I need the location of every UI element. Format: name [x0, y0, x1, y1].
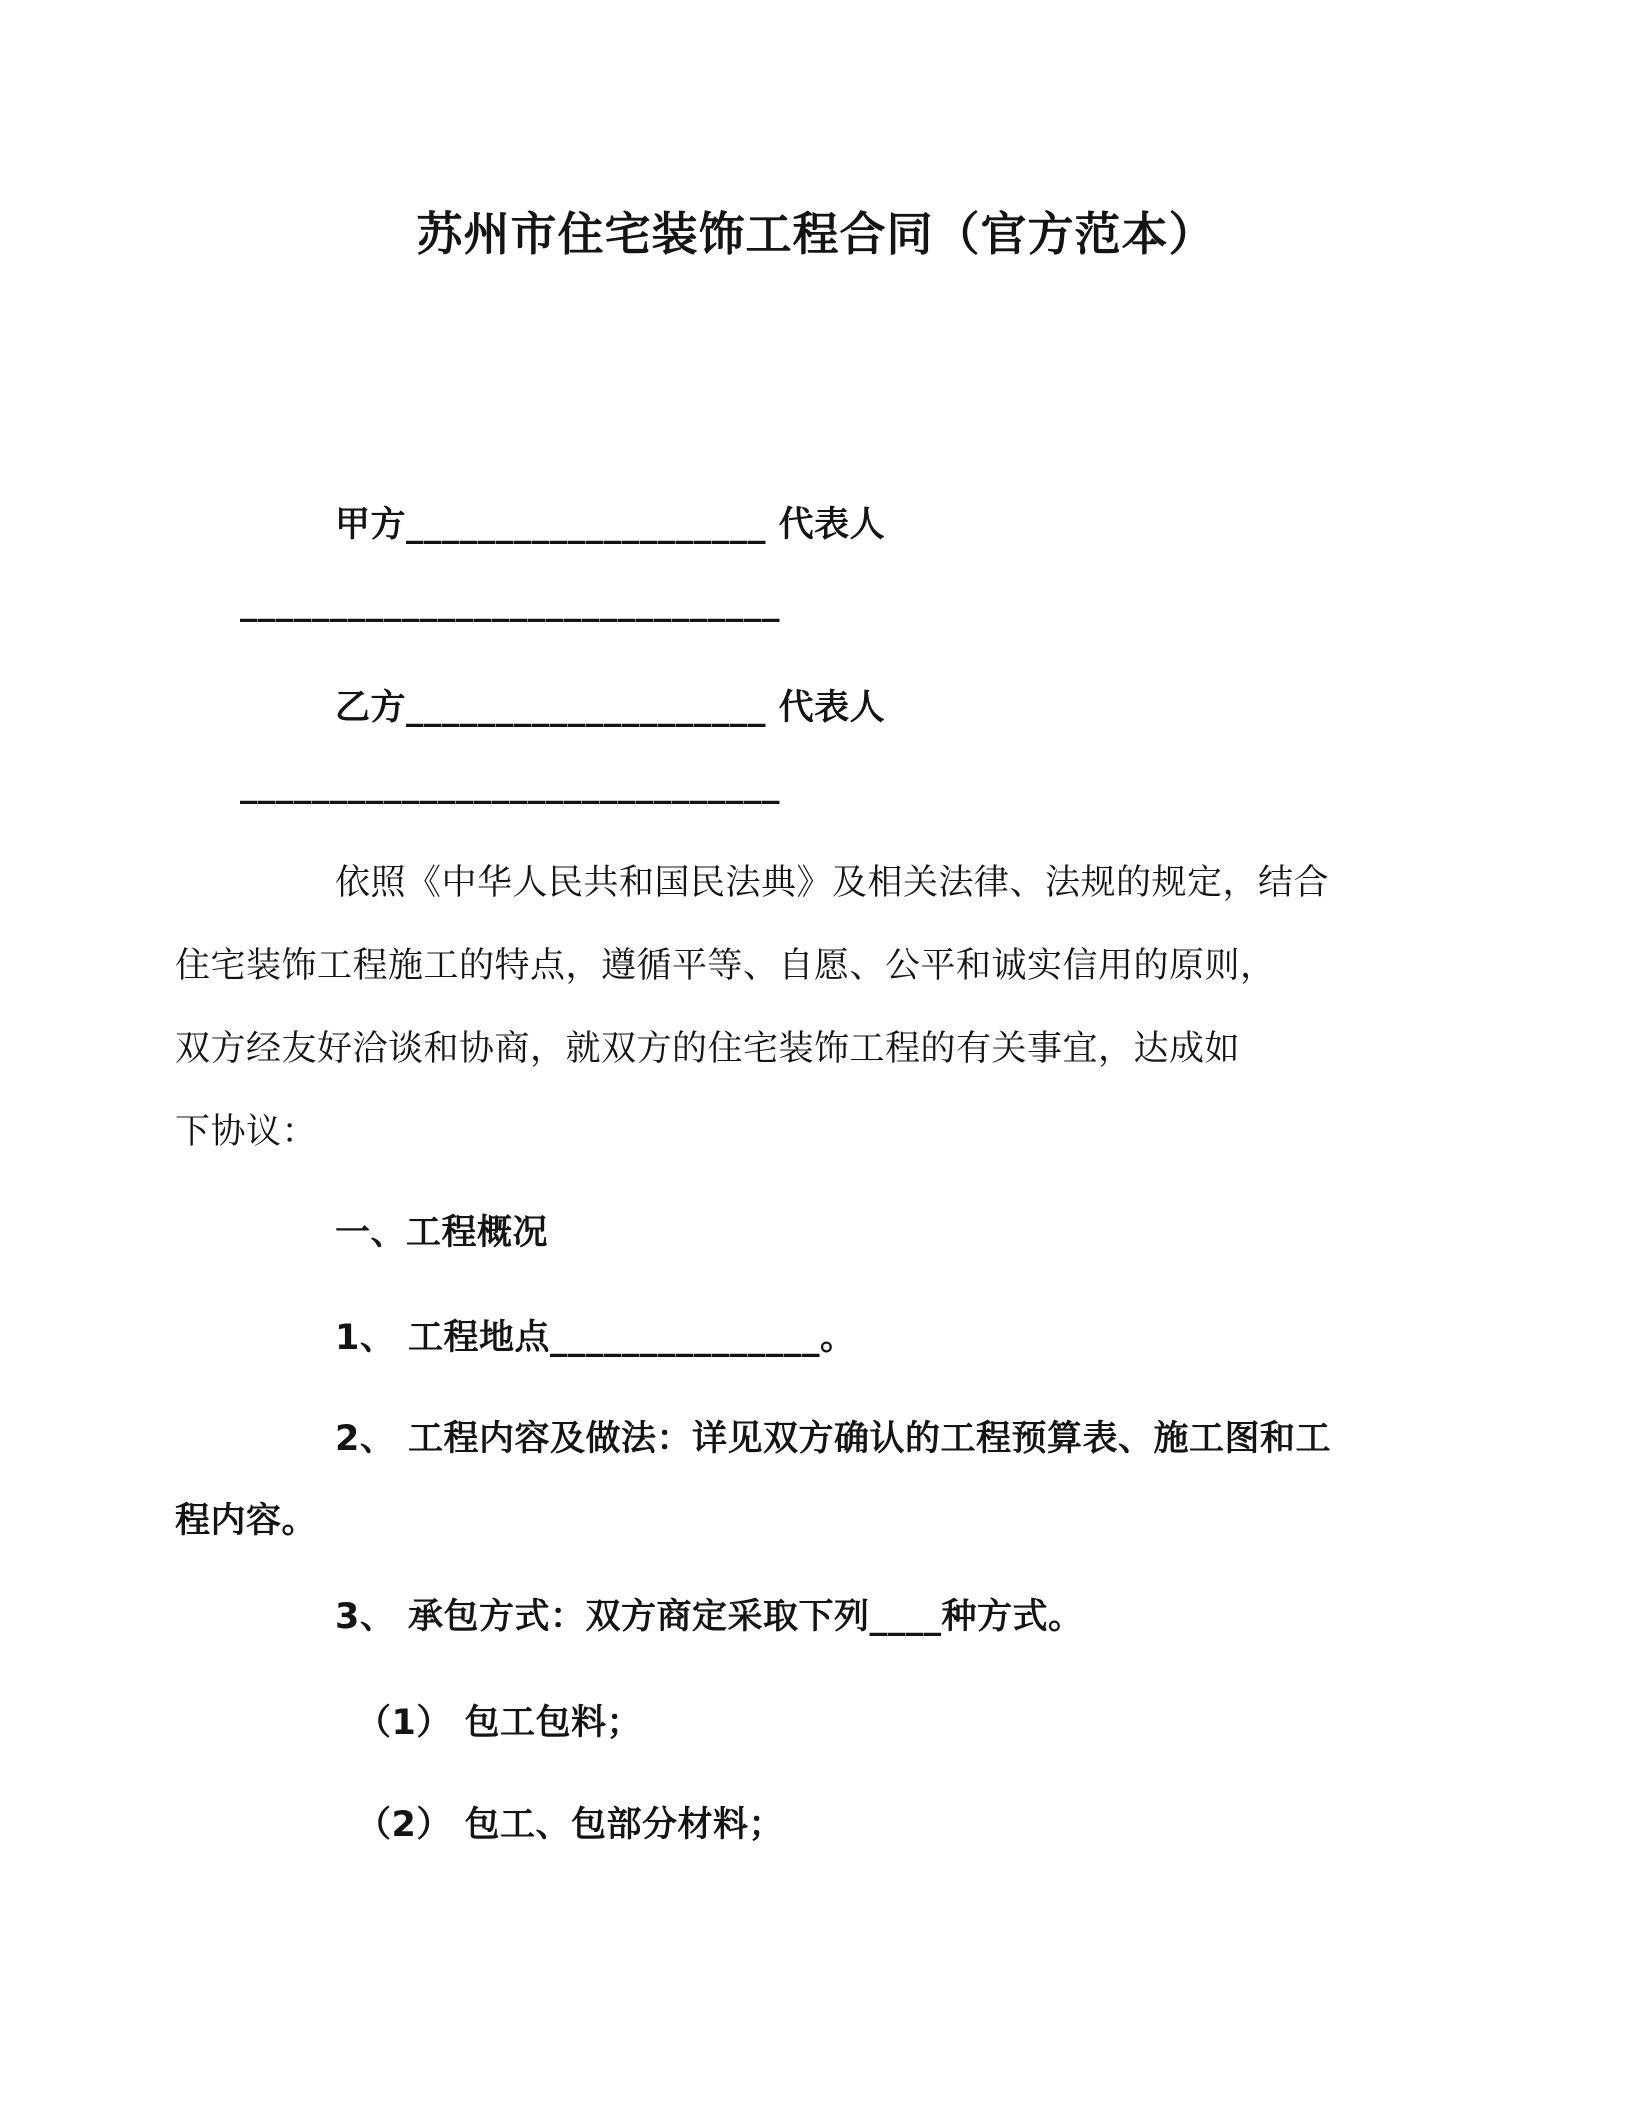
- section-1-heading: 一、工程概况: [335, 1213, 549, 1253]
- party-b-representative-blank-line: ______________________________: [240, 765, 780, 805]
- preamble-line-4: 下协议：: [175, 1112, 318, 1152]
- document-title: 苏州市住宅装饰工程合同（官方范本）: [416, 207, 1216, 261]
- section-1-item-1-project-location: 1、 工程地点_______________。: [335, 1318, 856, 1358]
- party-a-representative-blank-line: ______________________________: [240, 583, 780, 623]
- section-1-item-3-contracting-method: 3、 承包方式：双方商定采取下列____种方式。: [335, 1597, 1084, 1637]
- preamble-line-1: 依照《中华人民共和国民法典》及相关法律、法规的规定，结合: [335, 863, 1330, 903]
- section-1-item-2-project-content-line-1: 2、 工程内容及做法：详见双方确认的工程预算表、施工图和工: [335, 1419, 1332, 1459]
- preamble-line-3: 双方经友好洽谈和协商，就双方的住宅装饰工程的有关事宜，达成如: [175, 1029, 1241, 1069]
- party-a-blank-line: 甲方____________________ 代表人: [335, 505, 886, 545]
- section-1-item-2-project-content-line-2: 程内容。: [175, 1501, 318, 1541]
- party-b-blank-line: 乙方____________________ 代表人: [335, 688, 886, 728]
- contracting-option-2: （2） 包工、包部分材料；: [356, 1805, 785, 1845]
- contracting-option-1: （1） 包工包料；: [356, 1703, 643, 1743]
- preamble-line-2: 住宅装饰工程施工的特点，遵循平等、自愿、公平和诚实信用的原则，: [175, 946, 1276, 986]
